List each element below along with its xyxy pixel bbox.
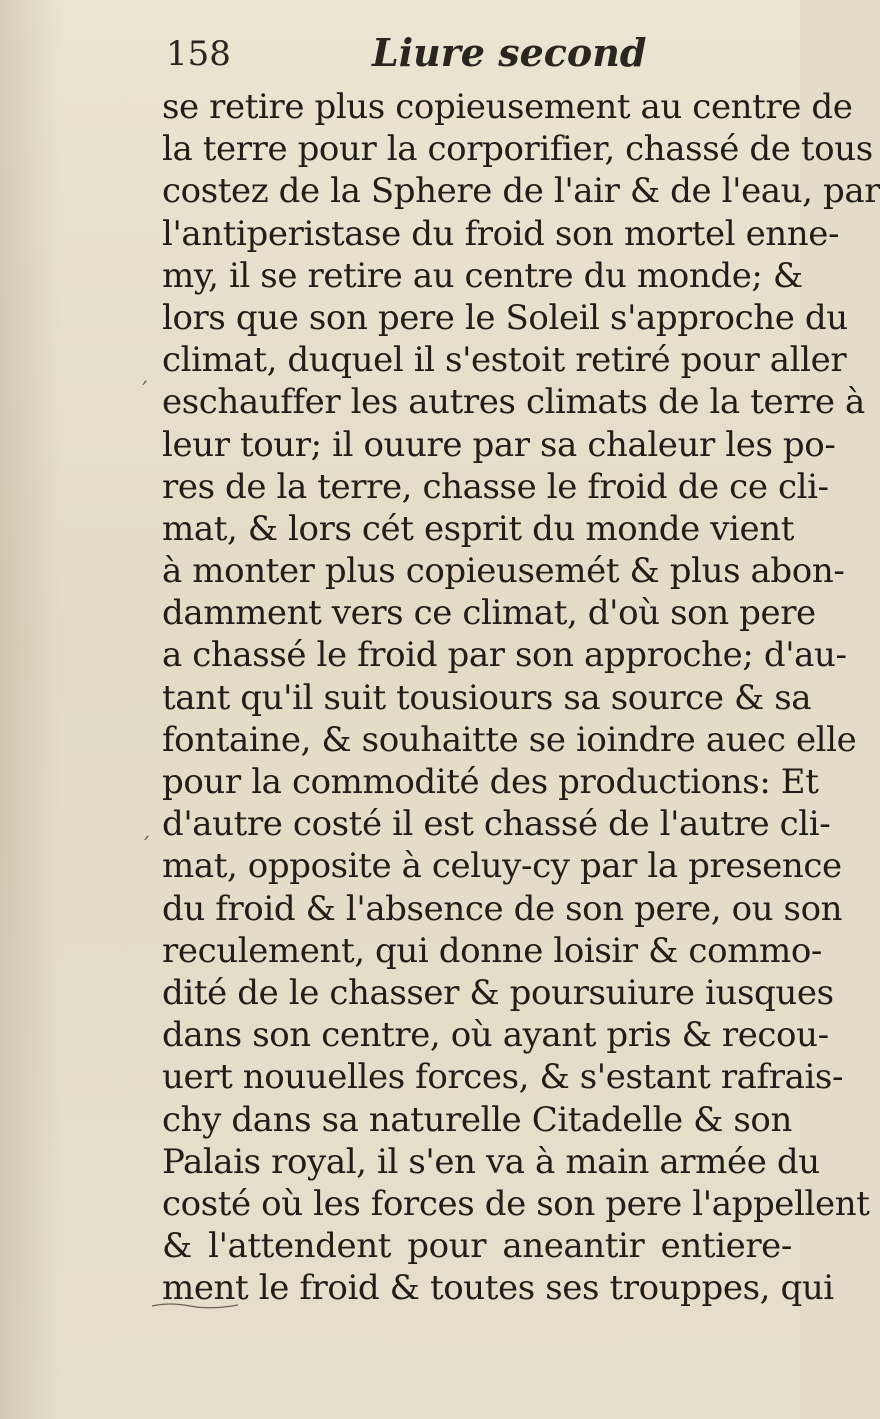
text-line: d'autre costé il est chassé de l'autre cli- [162, 804, 831, 845]
text-line: mat, & lors cét esprit du monde vient [162, 508, 795, 549]
text-line: leur tour; il ouure par sa chaleur les po- [162, 424, 836, 465]
text-line: costez de la Sphere de l'air & de l'eau, par [162, 171, 880, 212]
running-head: Liure second [372, 30, 647, 75]
margin-mark-icon: ˊ [140, 835, 151, 860]
text-line: l'antiperistase du froid son mortel enne- [162, 213, 840, 254]
text-line: lors que son pere le Soleil s'approche du [162, 297, 848, 338]
text-line: ment le froid & toutes ses trouppes, qui [162, 1268, 834, 1309]
text-line: damment vers ce climat, d'où son pere [162, 593, 816, 634]
page-header [166, 30, 766, 82]
text-line: la terre pour la corporifier, chassé de tous [162, 129, 873, 170]
text-line: à monter plus copieusemét & plus abon- [162, 551, 845, 592]
text-line: tant qu'il suit tousiours sa source & sa [162, 677, 812, 718]
text-line: & l'attendent pour aneantir entiere- [162, 1226, 792, 1267]
text-line: res de la terre, chasse le froid de ce cli- [162, 466, 829, 507]
text-line: fontaine, & souhaitte se ioindre auec elle [162, 719, 857, 760]
text-line: uert nouuelles forces, & s'estant rafrais- [162, 1057, 844, 1098]
text-line: costé où les forces de son pere l'appellent [162, 1183, 870, 1224]
text-line: du froid & l'absence de son pere, ou son [162, 888, 843, 929]
text-line: reculement, qui donne loisir & commo- [162, 930, 822, 971]
text-line: Palais royal, il s'en va à main armée du [162, 1141, 820, 1182]
text-line: pour la commodité des productions: Et [162, 762, 819, 802]
text-line: se retire plus copieusement au centre de [162, 87, 853, 127]
text-line: a chassé le froid par son approche; d'au- [162, 635, 847, 676]
text-line: dans son centre, où ayant pris & recou- [162, 1015, 829, 1056]
text-line: eschauffer les autres climats de la terre à [162, 382, 865, 423]
ink-smudge-decoration [150, 1300, 240, 1310]
page-number: 158 [166, 34, 231, 74]
margin-mark-icon: ˊ [138, 380, 149, 405]
text-line: chy dans sa naturelle Citadelle & son [162, 1099, 792, 1140]
text-line: climat, duquel il s'estoit retiré pour aller [162, 340, 847, 381]
text-line: dité de le chasser & poursuiure iusques [162, 972, 834, 1013]
body-text [162, 86, 880, 1309]
text-line: my, il se retire au centre du monde; & [162, 255, 803, 296]
text-line: mat, opposite à celuy-cy par la presence [162, 846, 842, 887]
